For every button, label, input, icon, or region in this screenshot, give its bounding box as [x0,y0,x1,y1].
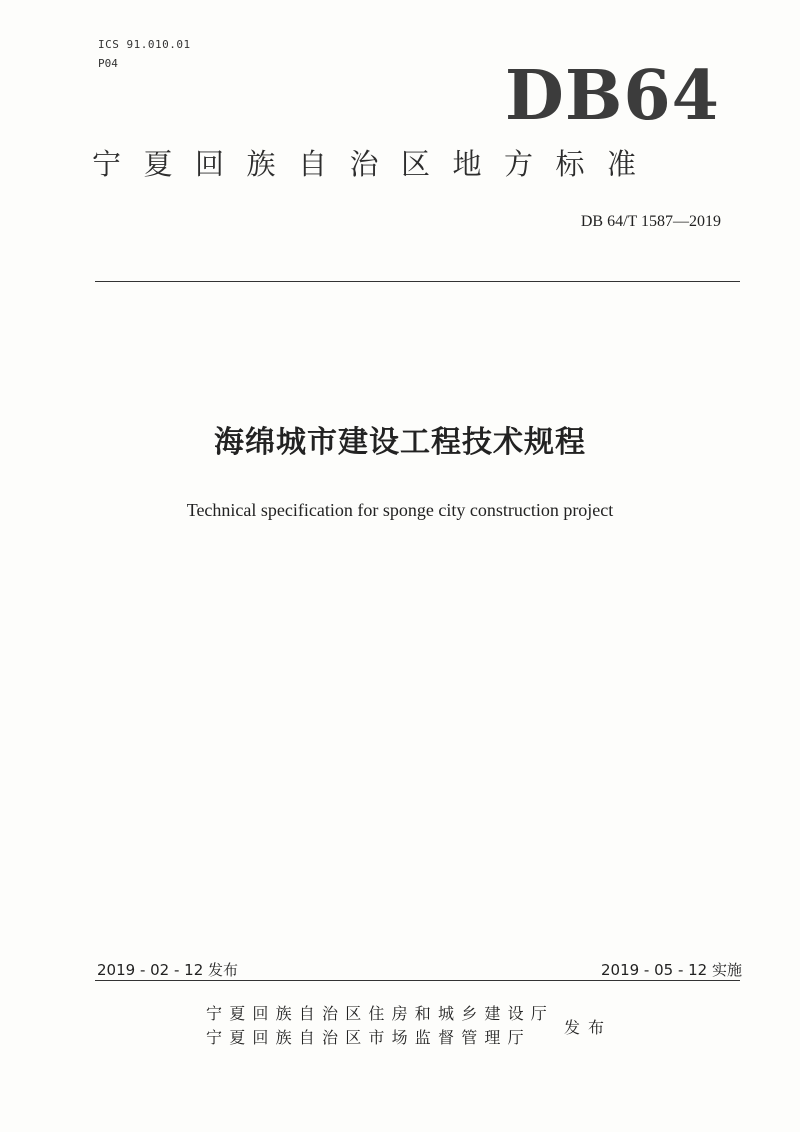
publish-action: 发布 [564,1017,613,1037]
publisher-list [206,1002,554,1050]
category-code: P04 [98,57,118,70]
ics-code: ICS 91.010.01 [98,38,191,51]
document-title-english: Technical specification for sponge city construction project [186,500,614,520]
db64-logo: DB64 [504,56,720,136]
issue-date: 2019 - 02 - 12 发布 [97,961,239,979]
publisher-block [206,1002,612,1050]
publisher-market-regulation: 宁夏回族自治区市场监督管理厅 [206,1028,531,1047]
standard-type: 宁夏回族自治区地方标准 [92,147,659,181]
implementation-date: 2019 - 05 - 12 实施 [600,961,742,979]
footer-divider [95,980,740,981]
publisher-housing-department: 宁夏回族自治区住房和城乡建设厅 [206,1004,555,1023]
document-title-chinese: 海绵城市建设工程技术规程 [214,425,586,460]
standard-number: DB 64/T 1587—2019 [580,213,721,230]
header-divider [95,281,740,282]
